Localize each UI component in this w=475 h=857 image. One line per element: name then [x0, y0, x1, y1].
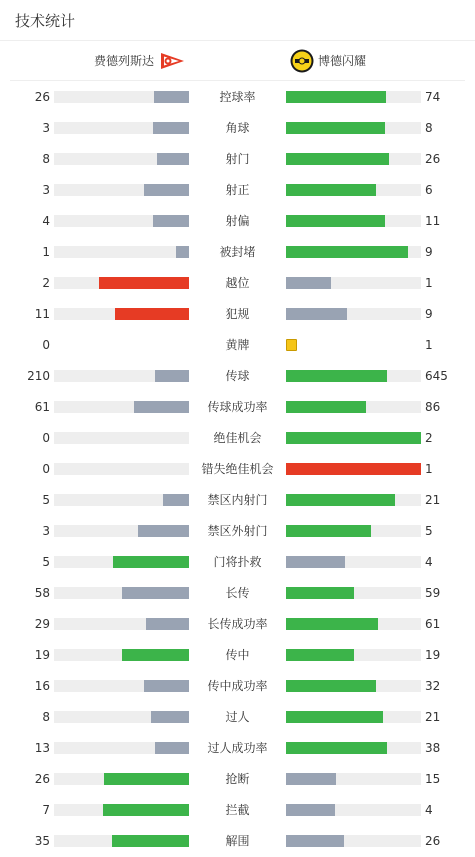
away-bar-fill	[286, 773, 336, 785]
stat-row	[0, 423, 475, 454]
stat-row	[0, 330, 475, 361]
stat-label: 解围	[225, 834, 250, 848]
stats-header	[0, 0, 475, 41]
away-bar-track	[286, 91, 421, 103]
home-bar-track	[54, 556, 189, 568]
stat-row	[0, 82, 475, 113]
away-bar-fill	[286, 835, 344, 847]
home-bar-fill	[144, 184, 189, 196]
home-bar-fill	[103, 804, 189, 816]
away-bar-track	[286, 711, 421, 723]
stat-label: 越位	[225, 276, 250, 290]
away-value: 21	[425, 493, 441, 507]
away-bar-fill	[286, 246, 408, 258]
home-bar-track	[54, 277, 189, 289]
home-bar-fill	[138, 525, 189, 537]
away-bar-track	[286, 401, 421, 413]
away-bar-fill	[286, 680, 376, 692]
home-bar-track	[54, 184, 189, 196]
away-bar-fill	[286, 742, 387, 754]
home-bar-track	[54, 494, 189, 506]
home-value: 0	[42, 431, 50, 445]
home-value: 13	[34, 741, 50, 755]
away-value: 1	[425, 338, 433, 352]
stat-row	[0, 454, 475, 485]
stat-row	[0, 609, 475, 640]
home-bar-track	[54, 773, 189, 785]
home-bar-track	[54, 246, 189, 258]
home-bar-track	[54, 804, 189, 816]
away-bar-track	[286, 773, 421, 785]
away-bar-track	[286, 494, 421, 506]
stat-row	[0, 237, 475, 268]
home-bar-fill	[99, 277, 189, 289]
stat-label: 过人成功率	[207, 741, 268, 755]
stat-label: 传球成功率	[207, 400, 268, 414]
home-team-name: 费德列斯达	[93, 54, 154, 68]
home-bar-track	[54, 308, 189, 320]
away-bar-fill	[286, 432, 421, 444]
away-value: 9	[425, 245, 433, 259]
away-bar-fill	[286, 215, 385, 227]
away-bar-fill	[286, 308, 347, 320]
home-bar-track	[54, 711, 189, 723]
stat-label: 禁区外射门	[207, 524, 268, 538]
away-bar-fill	[286, 184, 376, 196]
home-value: 2	[42, 276, 50, 290]
away-value: 15	[425, 772, 441, 786]
away-bar-track	[286, 556, 421, 568]
home-value: 3	[42, 121, 50, 135]
stat-label: 黄牌	[225, 338, 250, 352]
home-bar-track	[54, 153, 189, 165]
stat-row	[0, 144, 475, 175]
away-bar-fill	[286, 277, 331, 289]
home-bar-fill	[153, 215, 189, 227]
away-bar-fill	[286, 618, 378, 630]
page-title: 技术统计	[15, 11, 76, 30]
away-bar-fill	[286, 91, 386, 103]
away-bar-track	[286, 153, 421, 165]
away-bar-track	[286, 463, 421, 475]
home-bar-fill	[115, 308, 189, 320]
stat-label: 射正	[225, 183, 250, 197]
stat-row	[0, 578, 475, 609]
stat-label: 门将扑救	[213, 555, 262, 569]
away-value: 9	[425, 307, 433, 321]
home-bar-track	[54, 215, 189, 227]
away-bar-track	[286, 184, 421, 196]
stat-label: 传中成功率	[207, 679, 268, 693]
stat-row	[0, 547, 475, 578]
stat-label: 角球	[225, 121, 250, 135]
home-bar-fill	[122, 649, 190, 661]
home-bar-fill	[163, 494, 189, 506]
away-team-name: 博德闪耀	[318, 54, 367, 68]
home-bar-fill	[155, 370, 189, 382]
home-bar-track	[54, 122, 189, 134]
away-bar-fill	[286, 463, 421, 475]
stat-label: 错失绝佳机会	[201, 462, 274, 476]
stat-label: 禁区内射门	[207, 493, 268, 507]
stat-row	[0, 764, 475, 795]
home-value: 8	[42, 152, 50, 166]
home-value: 26	[34, 90, 50, 104]
away-bar-fill	[286, 153, 389, 165]
away-value: 8	[425, 121, 433, 135]
away-bar-fill	[286, 556, 345, 568]
stat-row	[0, 640, 475, 671]
away-bar-fill	[286, 525, 371, 537]
home-value: 8	[42, 710, 50, 724]
home-team-flag-icon	[159, 50, 185, 72]
home-value: 3	[42, 524, 50, 538]
stat-label: 射门	[225, 152, 250, 166]
away-bar-fill	[286, 401, 366, 413]
stat-row	[0, 175, 475, 206]
away-value: 4	[425, 555, 433, 569]
home-bar-track	[54, 835, 189, 847]
stat-label: 被封堵	[219, 245, 256, 259]
home-value: 58	[34, 586, 50, 600]
stat-row	[0, 671, 475, 702]
stat-label: 传球	[225, 369, 250, 383]
home-bar-track	[54, 401, 189, 413]
home-value: 11	[34, 307, 50, 321]
home-bar-fill	[176, 246, 190, 258]
away-value: 1	[425, 462, 433, 476]
home-value: 19	[34, 648, 50, 662]
away-value: 59	[425, 586, 441, 600]
home-bar-track	[54, 587, 189, 599]
stat-row	[0, 392, 475, 423]
home-value: 5	[42, 555, 50, 569]
away-team-crest-icon	[290, 49, 314, 73]
away-bar-track	[286, 804, 421, 816]
away-value: 86	[425, 400, 441, 414]
stat-label: 长传成功率	[207, 617, 268, 631]
home-team[interactable]	[94, 50, 185, 72]
away-bar-track	[286, 246, 421, 258]
away-bar-track	[286, 835, 421, 847]
away-value: 2	[425, 431, 433, 445]
home-value: 4	[42, 214, 50, 228]
away-bar-track	[286, 525, 421, 537]
away-value: 5	[425, 524, 433, 538]
stat-label: 控球率	[219, 90, 256, 104]
away-bar-track	[286, 432, 421, 444]
away-value: 1	[425, 276, 433, 290]
away-value: 19	[425, 648, 441, 662]
away-bar-track	[286, 742, 421, 754]
home-bar-fill	[157, 153, 189, 165]
stat-row	[0, 268, 475, 299]
stat-label: 抢断	[225, 772, 250, 786]
away-bar-fill	[286, 370, 387, 382]
stat-row	[0, 206, 475, 237]
away-bar-track	[286, 649, 421, 661]
away-value: 32	[425, 679, 441, 693]
stats-list	[0, 82, 475, 857]
away-bar-fill	[286, 649, 354, 661]
stat-row	[0, 113, 475, 144]
away-bar-fill	[286, 587, 354, 599]
away-bar-fill	[286, 711, 383, 723]
home-value: 1	[42, 245, 50, 259]
away-value: 38	[425, 741, 441, 755]
stat-label: 过人	[225, 710, 250, 724]
home-bar-fill	[112, 835, 189, 847]
home-bar-fill	[151, 711, 189, 723]
home-bar-fill	[113, 556, 189, 568]
away-bar-track	[286, 277, 421, 289]
stat-row	[0, 702, 475, 733]
home-bar-track	[54, 432, 189, 444]
away-value: 11	[425, 214, 441, 228]
away-bar-fill	[286, 494, 395, 506]
away-bar-track	[286, 587, 421, 599]
home-value: 5	[42, 493, 50, 507]
home-bar-fill	[153, 122, 189, 134]
home-value: 210	[27, 369, 50, 383]
yellow-card-icon	[286, 339, 297, 351]
stat-label: 传中	[225, 648, 250, 662]
away-value: 645	[425, 369, 448, 383]
home-bar-track	[54, 370, 189, 382]
home-value: 29	[34, 617, 50, 631]
stat-row	[0, 516, 475, 547]
home-value: 26	[34, 772, 50, 786]
stat-label: 拦截	[225, 803, 250, 817]
away-value: 4	[425, 803, 433, 817]
away-value: 74	[425, 90, 441, 104]
home-bar-track	[54, 463, 189, 475]
away-value: 21	[425, 710, 441, 724]
away-value: 6	[425, 183, 433, 197]
away-value: 26	[425, 834, 441, 848]
home-bar-fill	[144, 680, 189, 692]
stat-row	[0, 795, 475, 826]
teams-bar	[10, 41, 465, 81]
home-bar-fill	[146, 618, 189, 630]
stat-label: 绝佳机会	[213, 431, 262, 445]
home-bar-track	[54, 525, 189, 537]
away-bar-track	[286, 308, 421, 320]
home-value: 0	[42, 338, 50, 352]
home-value: 61	[34, 400, 50, 414]
away-bar-fill	[286, 804, 335, 816]
home-bar-fill	[154, 91, 189, 103]
home-bar-fill	[134, 401, 189, 413]
home-bar-track	[54, 742, 189, 754]
home-value: 3	[42, 183, 50, 197]
away-value: 61	[425, 617, 441, 631]
home-value: 16	[34, 679, 50, 693]
stat-row	[0, 361, 475, 392]
stat-label: 射偏	[225, 214, 250, 228]
away-team[interactable]	[290, 49, 366, 73]
away-bar-track	[286, 370, 421, 382]
home-value: 35	[34, 834, 50, 848]
away-bar-track	[286, 215, 421, 227]
stat-label: 犯规	[225, 307, 250, 321]
away-bar-fill	[286, 122, 385, 134]
stat-row	[0, 826, 475, 857]
home-value: 7	[42, 803, 50, 817]
away-value: 26	[425, 152, 441, 166]
stat-label: 长传	[225, 586, 250, 600]
away-bar-track	[286, 680, 421, 692]
home-bar-track	[54, 618, 189, 630]
away-bar-track	[286, 618, 421, 630]
home-bar-track	[54, 649, 189, 661]
stat-row	[0, 733, 475, 764]
home-bar-fill	[155, 742, 189, 754]
home-bar-track	[54, 680, 189, 692]
away-bar-track	[286, 122, 421, 134]
home-bar-fill	[104, 773, 189, 785]
stat-row	[0, 485, 475, 516]
home-value: 0	[42, 462, 50, 476]
home-bar-track	[54, 91, 189, 103]
stat-row	[0, 299, 475, 330]
home-bar-fill	[122, 587, 190, 599]
